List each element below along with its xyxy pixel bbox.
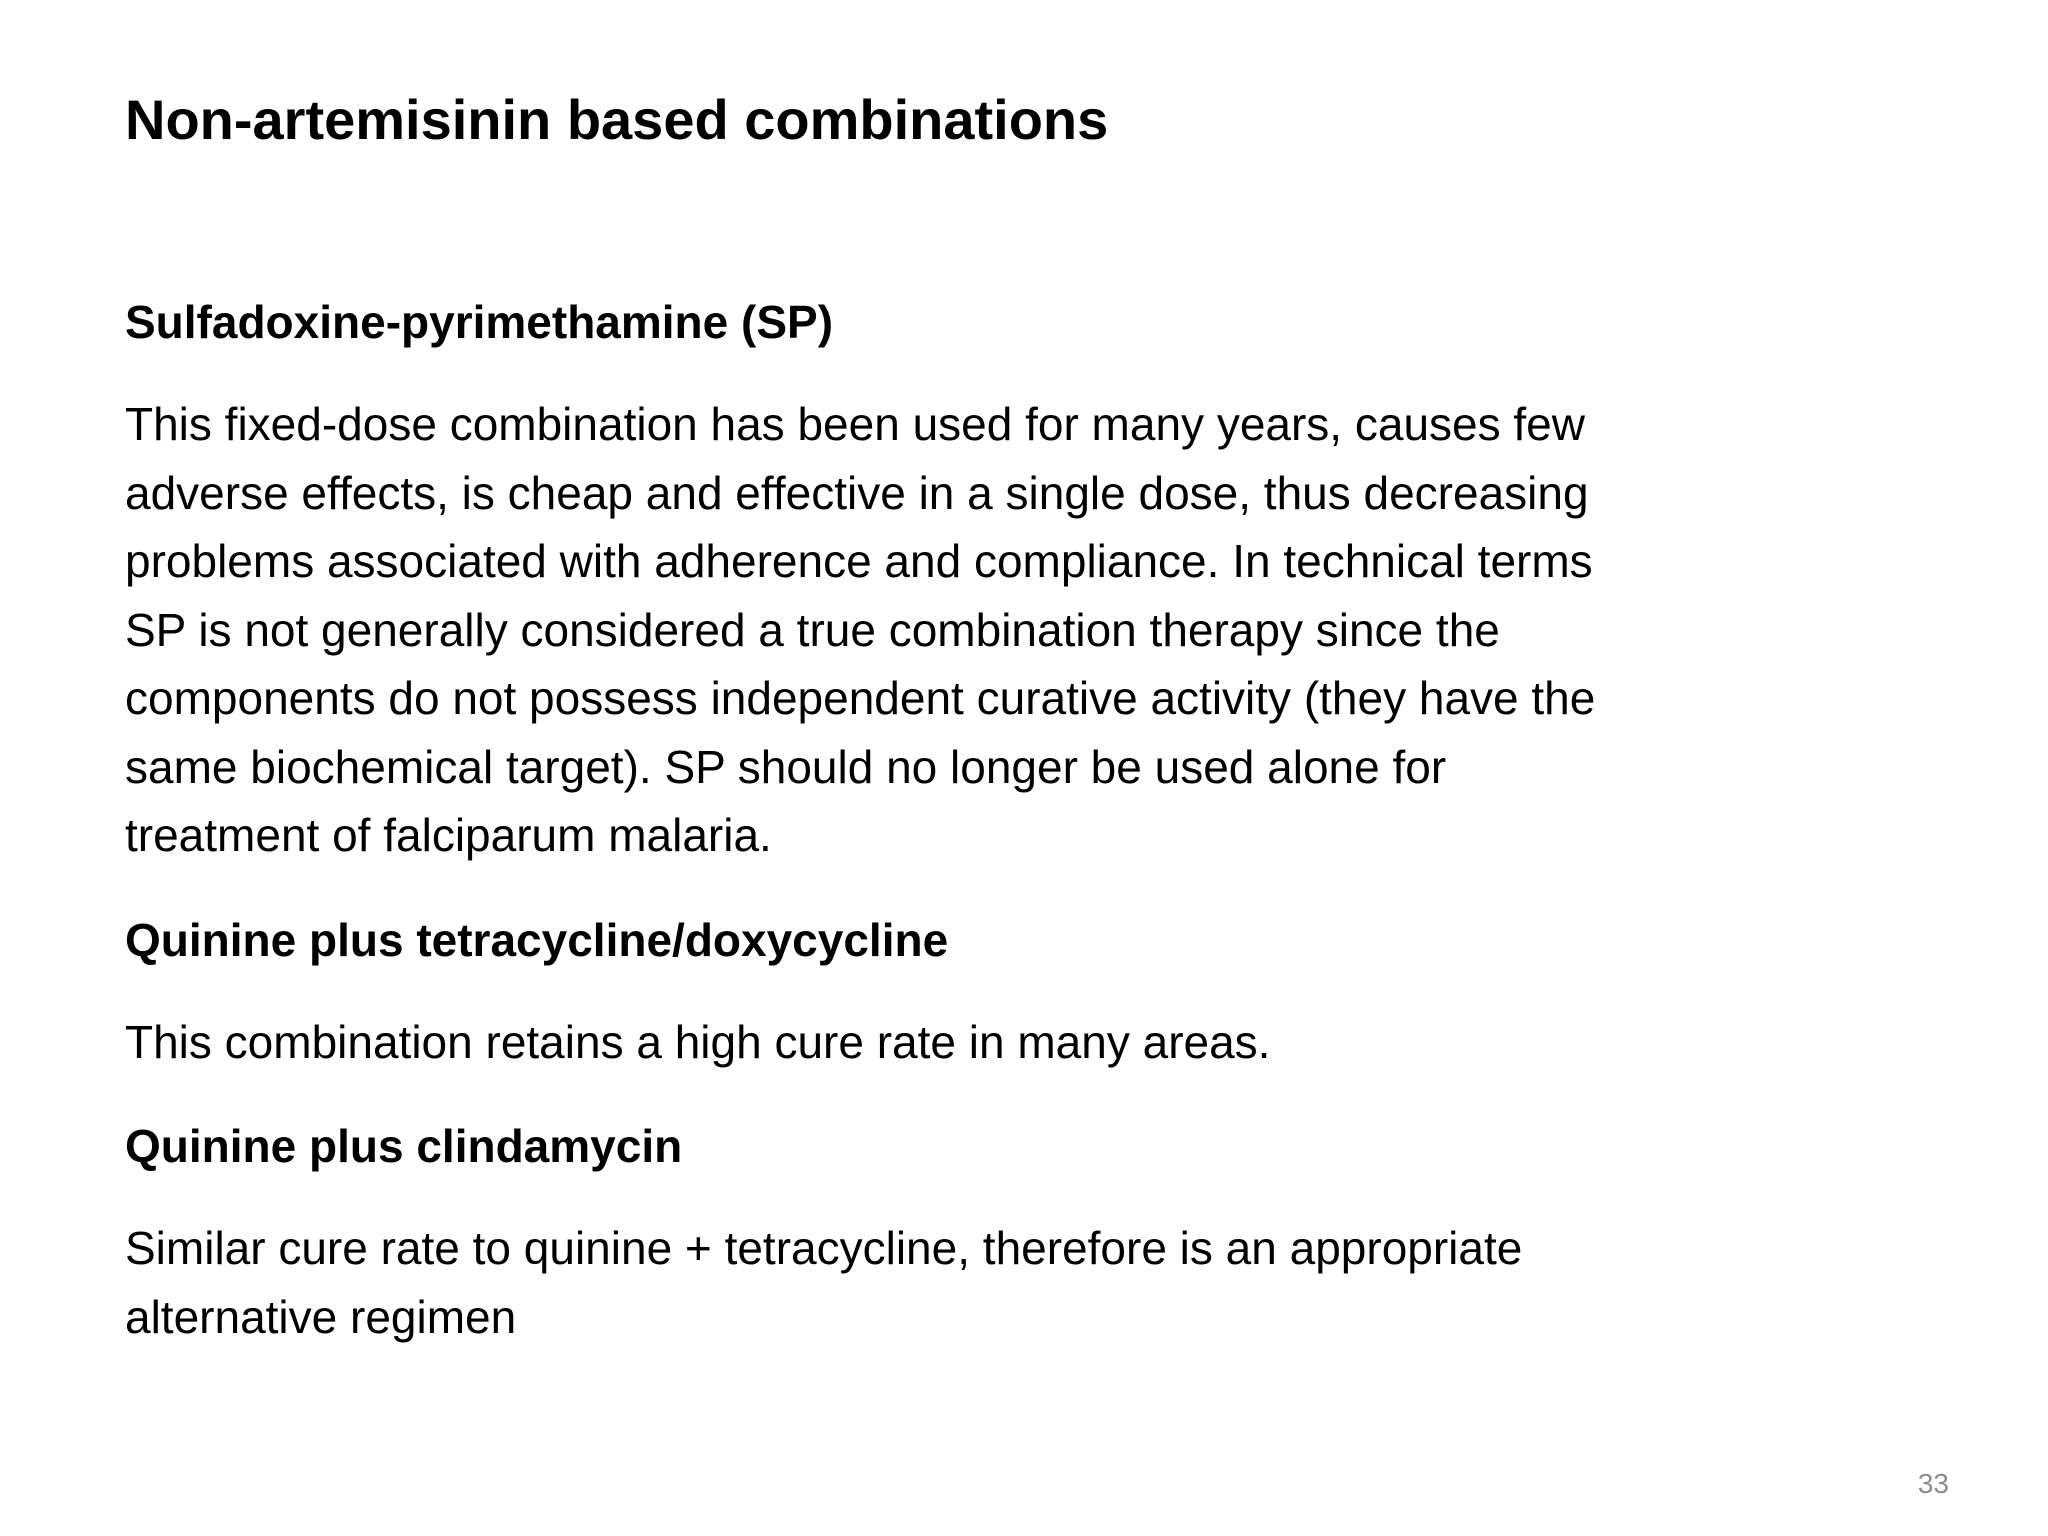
section-sp [125, 288, 1905, 906]
paragraph-line: same biochemical target). SP should no longer be used alone for [125, 740, 1447, 793]
slide-title: Non-artemisinin based combinations [125, 88, 1109, 151]
paragraph-line: alternative regimen [125, 1290, 517, 1343]
paragraph-line: This combination retains a high cure rate in many areas. [125, 1015, 1271, 1068]
paragraph-line: This fixed-dose combination has been used for many years, causes few [125, 398, 1585, 450]
paragraph-line: treatment of falciparum malaria. [125, 809, 772, 861]
section-paragraph-quinine-clindamycin [125, 1214, 1905, 1351]
page-number: 33 [1917, 1468, 1949, 1499]
section-paragraph-quinine-tetracycline [125, 1008, 1905, 1077]
section-heading-sp: Sulfadoxine-pyrimethamine (SP) [125, 296, 834, 348]
section-heading-quinine-tetracycline: Quinine plus tetracycline/doxycycline [125, 913, 949, 966]
paragraph-line: Similar cure rate to quinine + tetracycline, therefore is an appropriate [125, 1222, 1523, 1274]
paragraph-line: components do not possess independent curative activity (they have the [125, 672, 1596, 724]
slide-content [125, 288, 1905, 1351]
section-paragraph-sp [125, 390, 1905, 870]
section-quinine-tetracycline [125, 906, 1905, 1113]
section-quinine-clindamycin [125, 1112, 1905, 1351]
section-heading-quinine-clindamycin: Quinine plus clindamycin [125, 1120, 683, 1172]
paragraph-line: adverse effects, is cheap and effective in a single dose, thus decreasing [125, 466, 1589, 519]
paragraph-line: problems associated with adherence and compliance. In technical terms [125, 535, 1593, 587]
paragraph-line: SP is not generally considered a true combination therapy since the [125, 603, 1500, 656]
